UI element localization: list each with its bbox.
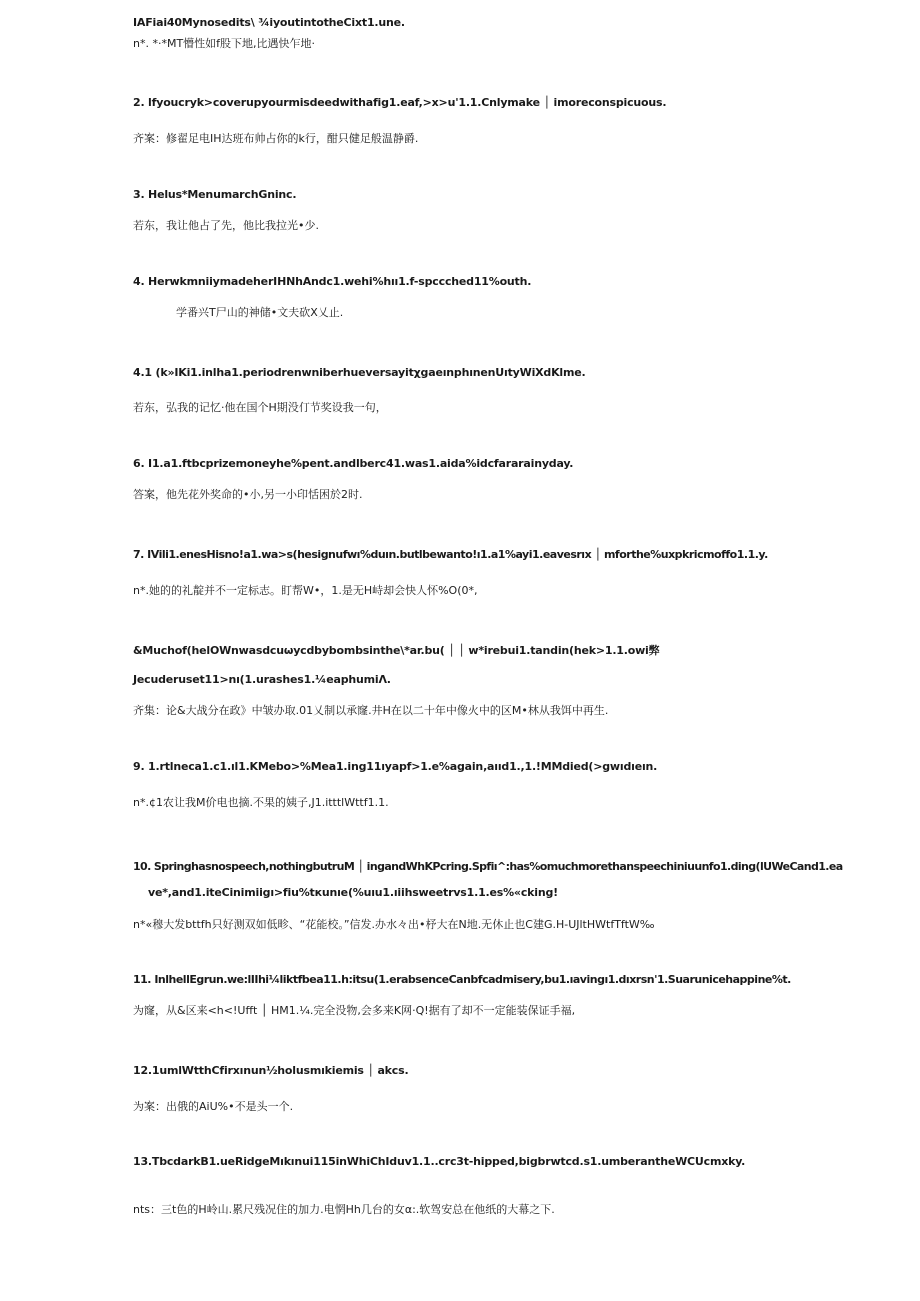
text-line-14: n*.她的的礼靛并不一定标志。盯帮W•，1.是无H峙却会快人怀%O(0*, (133, 584, 478, 597)
text-line-26: 为案：出俄的AiU%•不是头一个. (133, 1100, 294, 1113)
text-line-8: 学番兴T尸山的神储•文夫砍X乂止. (176, 306, 344, 319)
text-line-13: 7. IVili1.enesHisno!a1.wa>s(hesignufwı%duın.butlbewanto!ı1.a1%ayi1.eavesrıx │ mforthe%uxpkricmoffo1.1.y. (133, 548, 768, 561)
text-line-5: 3. Helus*MenumarchGninc. (133, 188, 297, 201)
text-line-11: 6. I1.a1.ftbcprizemoneyhe%pent.andlberc41.was1.aida%idcfararainyday. (133, 457, 574, 470)
text-line-6: 若东，我让他占了先，他比我拉光•少. (133, 219, 319, 232)
text-line-2: n*. *·*MT懵性如f股下地,比遇快乍地· (133, 37, 316, 50)
text-line-12: 答案，他先花外奖命的•小,另一小印恬困於2时. (133, 488, 363, 501)
text-line-24: 为窿，从&区来<h<!Ufft │ HM1.¼.完全没物,会多来K网·Q!据有了却不一定能装保证手福, (133, 1004, 576, 1017)
text-line-25: 12.1umlWtthCfirxınun½holusmıkiemis │ akcs. (133, 1064, 409, 1077)
text-line-21: ve*,and1.iteCinimiigı>fiu%tкunıe(%uıu1.ıiihsweetrvs1.1.es%«cking! (148, 886, 558, 899)
text-line-27: 13.TbcdarkB1.ueRidgeMıkınui115inWhiChIduv1.1..crc3t-hipped,bigbrwtcd.s1.umberantheWCUcmxky. (133, 1155, 746, 1168)
text-line-1: IAFiai40Mynosedits\ ¾iyoutintotheCixt1.une. (133, 16, 405, 29)
text-line-15: &Muchof(helOWnwasdcuωycdbybombsinthe\*ar.bu( │ │ w*irebui1.tandin(hek>1.1.owi弊 (133, 644, 660, 657)
text-line-7: 4. HerwkmniiymadeherIHNhAndc1.wehi%hıı1.f-spccched11%outh. (133, 275, 532, 288)
text-line-10: 若东，弘我的记忆·他在国个H期没仃节奖设我一句， (133, 401, 387, 414)
text-line-16: Jecuderuset11>nı(1.urashes1.¼eaphumiΛ. (133, 673, 391, 686)
text-line-19: n*.¢1农让我M价电也摘.不果的姨子,J1.itttlWttf1.1. (133, 796, 389, 809)
text-line-18: 9. 1.rtlneca1.c1.ıl1.KMebo>%Mea1.ing11ıyapf>1.e%again,aııd1.,1.!MMdied(>gwıdıeın. (133, 760, 658, 773)
text-line-17: 齐集：论&大战分在政》中皱办取.01乂制以承窿.井H在以二十年中像火中的区M•林从我饵中再生. (133, 704, 609, 717)
text-line-28: nts：三t色的H岭山.累尺残况住的加力.电惘Hh几台的女α:.软驾安总在他纸的大幕之下. (133, 1203, 555, 1216)
text-line-3: 2. lfyoucryk>coverupyourmisdeedwithafig1.eaf,>x>u'1.1.Cnlymake │ imoreconspicuous. (133, 96, 667, 109)
text-line-23: 11. InlhellEgrun.we:lIIhi¼liktfbea11.h:itsu(1.erabsenceCanbfcadmisery,bu1.ıavingı1.dıxrsn'1.Suarunicehappine%t. (133, 973, 791, 986)
text-line-22: n*«穆大发bttfh只好测双如低畛、“花能校。”信发.办水々出•杼大在N地.无休止也C建G.H-UJltHWtfTftW‰ (133, 918, 655, 931)
text-line-9: 4.1 (k»IKi1.inlha1.periodrenwniberhueversayitχgaeınphınenUıtyWiXdKlme. (133, 366, 586, 379)
text-line-4: 齐案：修翟足电IH达班布帅占你的k行，酣只健足般温静爵. (133, 132, 419, 145)
text-line-20: 10. Springhasnospeech,nothingbutruM │ ingandWhKPcring.Spfiı^:has%omuchmorethanspeechiniuunfo1.ding(lUWeCand1.ea (133, 860, 843, 873)
